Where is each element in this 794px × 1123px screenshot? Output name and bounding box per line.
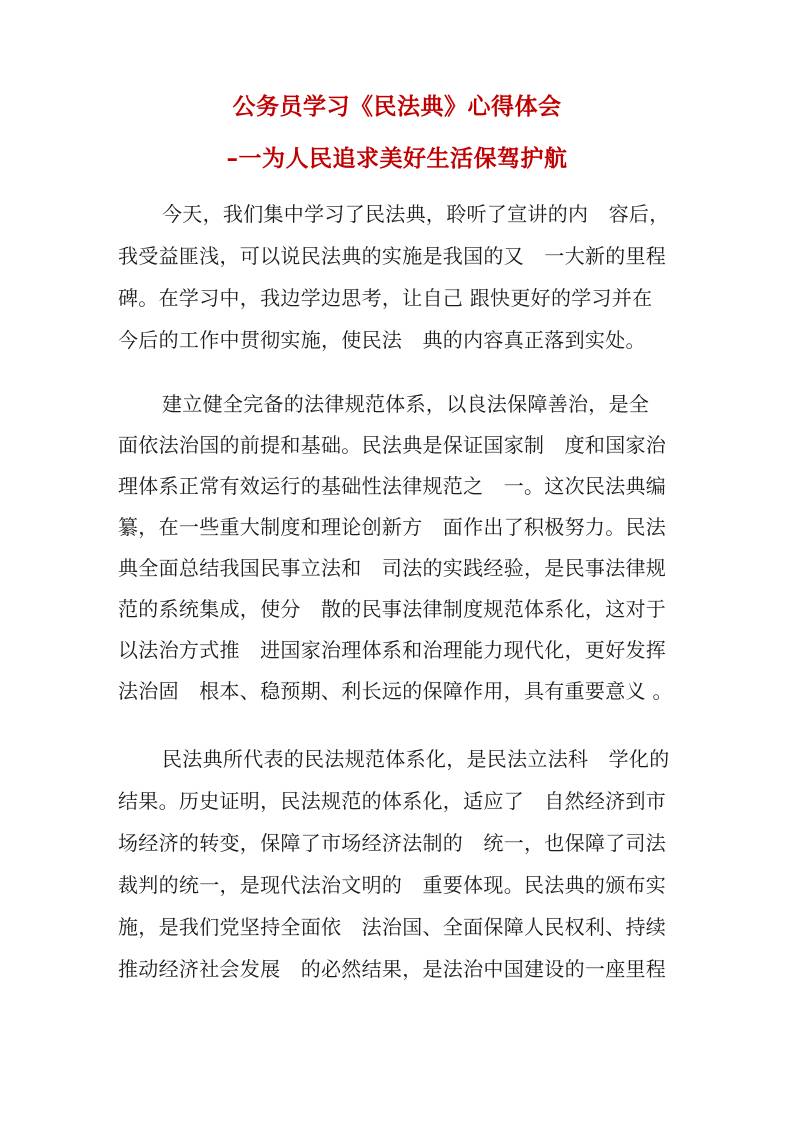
paragraph-line: 碑。在学习中，我边学边思考，让自己 跟快更好的学习并在 — [118, 286, 653, 310]
paragraph-line: 建立健全完备的法律规范体系，以良法保障善治，是全 — [162, 392, 650, 416]
document-subtitle: –一为人民追求美好生活保驾护航 — [226, 145, 568, 172]
paragraph-line: 以法治方式推 进国家治理体系和治理能力现代化，更好发挥 — [118, 638, 667, 662]
paragraph-line: 面依法治国的前提和基础。民法典是保证国家制 度和国家治 — [118, 433, 667, 457]
paragraph-line: 纂，在一些重大制度和理论创新方 面作出了积极努力。民法 — [118, 515, 667, 539]
paragraph-line: 今后的工作中贯彻实施，使民法 典的内容真正落到实处。 — [118, 328, 646, 352]
paragraph-line: 施，是我们党坚持全面依 法治国、全面保障人民权利、持续 — [118, 915, 667, 939]
paragraph-line: 法治固 根本、稳预期、利长远的保障作用，具有重要意义 。 — [118, 679, 673, 703]
paragraph-line: 典全面总结我国民事立法和 司法的实践经验，是民事法律规 — [118, 556, 667, 580]
paragraph-line: 理体系正常有效运行的基础性法律规范之 一。这次民法典编 — [118, 474, 667, 498]
paragraph-line: 结果。历史证明，民法规范的体系化，适应了 自然经济到市 — [118, 789, 667, 813]
paragraph-line: 场经济的转变，保障了市场经济法制的 统一，也保障了司法 — [118, 831, 667, 855]
paragraph-line: 今天，我们集中学习了民法典，聆听了宣讲的内 容后， — [162, 202, 670, 226]
paragraph-line: 范的系统集成，使分 散的民事法律制度规范体系化，这对于 — [118, 597, 667, 621]
paragraph-line: 我受益匪浅，可以说民法典的实施是我国的又 一大新的里程 — [118, 244, 667, 268]
document-title: 公务员学习《民法典》心得体会 — [232, 93, 562, 120]
paragraph-line: 民法典所代表的民法规范体系化，是民法立法科 学化的 — [162, 747, 670, 771]
paragraph-line: 裁判的统一，是现代法治文明的 重要体现。民法典的颁布实 — [118, 873, 667, 897]
paragraph-line: 推动经济社会发展 的必然结果，是法治中国建设的一座里程 — [118, 957, 667, 981]
